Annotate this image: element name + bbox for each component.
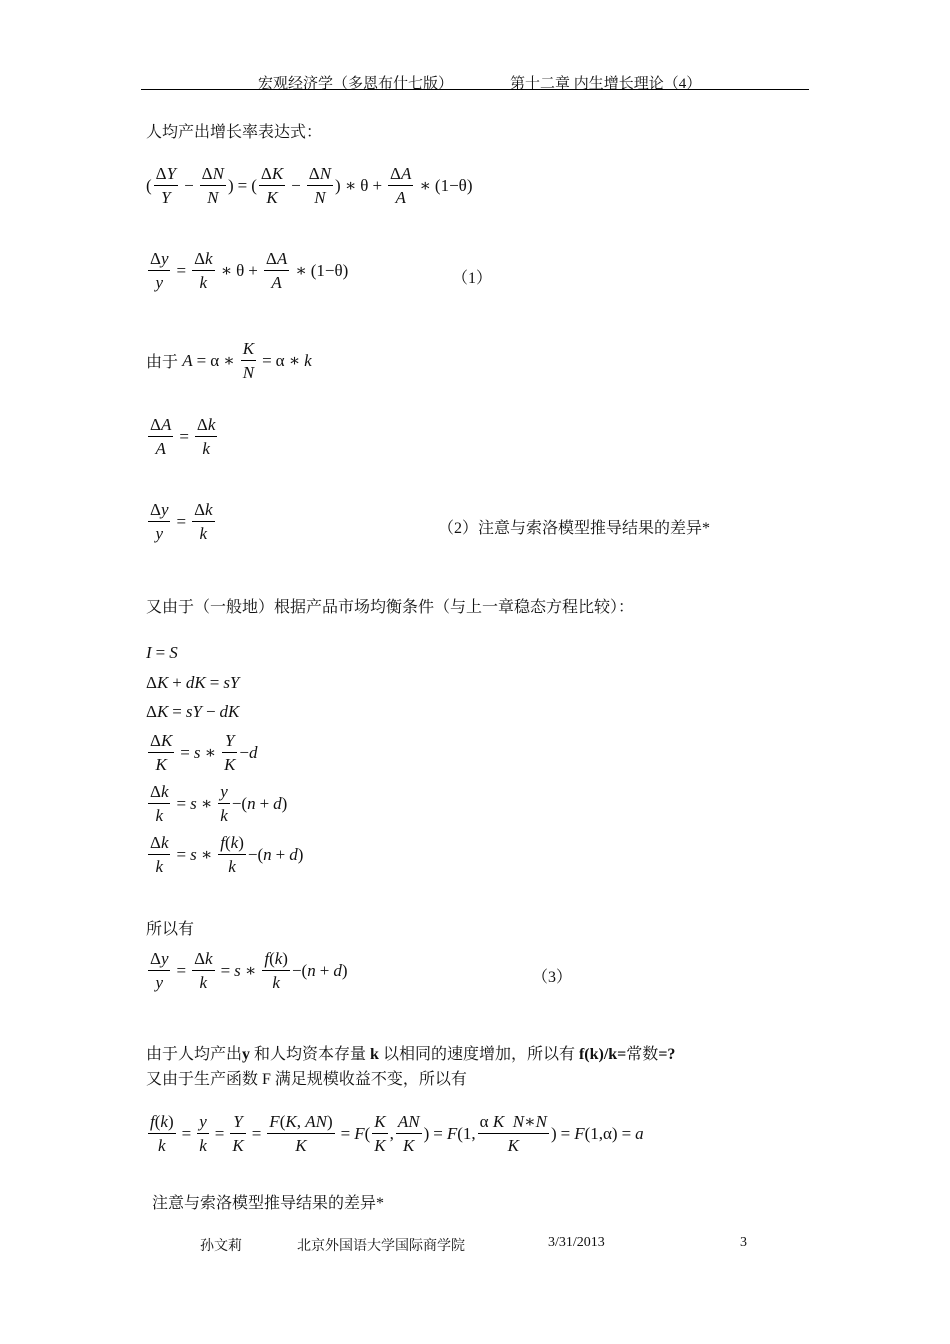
equation-2-note: （2）注意与索洛模型推导结果的差异* — [438, 520, 711, 537]
market-equilibrium-text: 又由于（一般地）根据产品市场均衡条件（与上一章稳态方程比较）： — [146, 599, 635, 616]
equation-2: $\frac{\Delta y}{y}$ = $\frac{\Delta k}{k}$ — [150, 500, 213, 543]
since-prefix: 由于 — [146, 354, 179, 371]
equation-crs: $\frac{f(k)}{k}$ = $\frac{y}{k}$ = $\frac{Y}{K}$ = $\frac{F(K, AN)}{K}$ = F ( $\frac{K}{K}$ , $\frac{AN}{K}$ ) = F (1, $\frac{\text{α K N∗N}}{K}$ ) = F (1,α) = a — [150, 1112, 644, 1155]
equation-capital-growth: $\frac{\Delta K}{K}$ = s ∗ $\frac{Y}{K}$ − d — [150, 731, 258, 774]
footer-author: 孙文莉 — [200, 1239, 242, 1254]
equation-investment-saving: I = S — [146, 643, 178, 662]
footer-page-number: 3 — [740, 1235, 747, 1250]
footer-institution: 北京外国语大学国际商学院 — [297, 1239, 465, 1254]
equation-aggregate-growth: ( $\frac{\Delta Y}{Y}$ − $\frac{\Delta N}{N}$ ) = ( $\frac{\Delta K}{K}$ − $\frac{\Delta N}{N}$ ) ∗ θ + $\frac{\Delta A}{A}$ ∗ (1−θ) — [146, 164, 473, 207]
equation-capital-change: ΔK + dK = sY — [146, 673, 240, 692]
intro-text: 人均产出增长率表达式： — [146, 124, 323, 141]
equation-3-tag: （3） — [532, 969, 573, 986]
header-book-title: 宏观经济学（多恩布什七版） — [258, 76, 454, 92]
note-text: 注意与索洛模型推导结果的差异* — [152, 1195, 385, 1212]
equation-1: $\frac{\Delta y}{y}$ = $\frac{\Delta k}{k}$ ∗ θ + $\frac{\Delta A}{A}$ ∗ (1−θ) — [150, 249, 349, 292]
header-chapter-title: 第十二章 内生增长理论（4） — [510, 76, 702, 92]
equation-technology-growth: $\frac{\Delta A}{A}$ = $\frac{\Delta k}{k}$ — [150, 415, 216, 458]
therefore-text: 所以有 — [146, 921, 195, 938]
growth-paragraph: 由于人均产出y 和人均资本存量 k 以相同的速度增加，所以有 f(k)/k=常数=? — [146, 1046, 676, 1063]
equation-technology: 由于 A = α ∗ $\frac{K}{N}$ = α ∗ k — [146, 339, 312, 382]
footer-date: 3/31/2013 — [548, 1235, 605, 1250]
crs-paragraph: 又由于生产函数 F 满足规模收益不变，所以有 — [146, 1071, 467, 1088]
equation-per-capita-capital-growth: $\frac{\Delta k}{k}$ = s ∗ $\frac{y}{k}$ −( n + d ) — [150, 782, 288, 825]
equation-per-capita-capital-growth-f: $\frac{\Delta k}{k}$ = s ∗ $\frac{f(k)}{k}$ −( n + d ) — [150, 833, 304, 876]
equation-capital-change-2: ΔK = sY − dK — [146, 702, 240, 721]
equation-3: $\frac{\Delta y}{y}$ = $\frac{\Delta k}{k}$ = s ∗ $\frac{f(k)}{k}$ −( n + d ) — [150, 949, 348, 992]
header-rule — [141, 89, 809, 90]
equation-1-tag: （1） — [452, 270, 493, 287]
